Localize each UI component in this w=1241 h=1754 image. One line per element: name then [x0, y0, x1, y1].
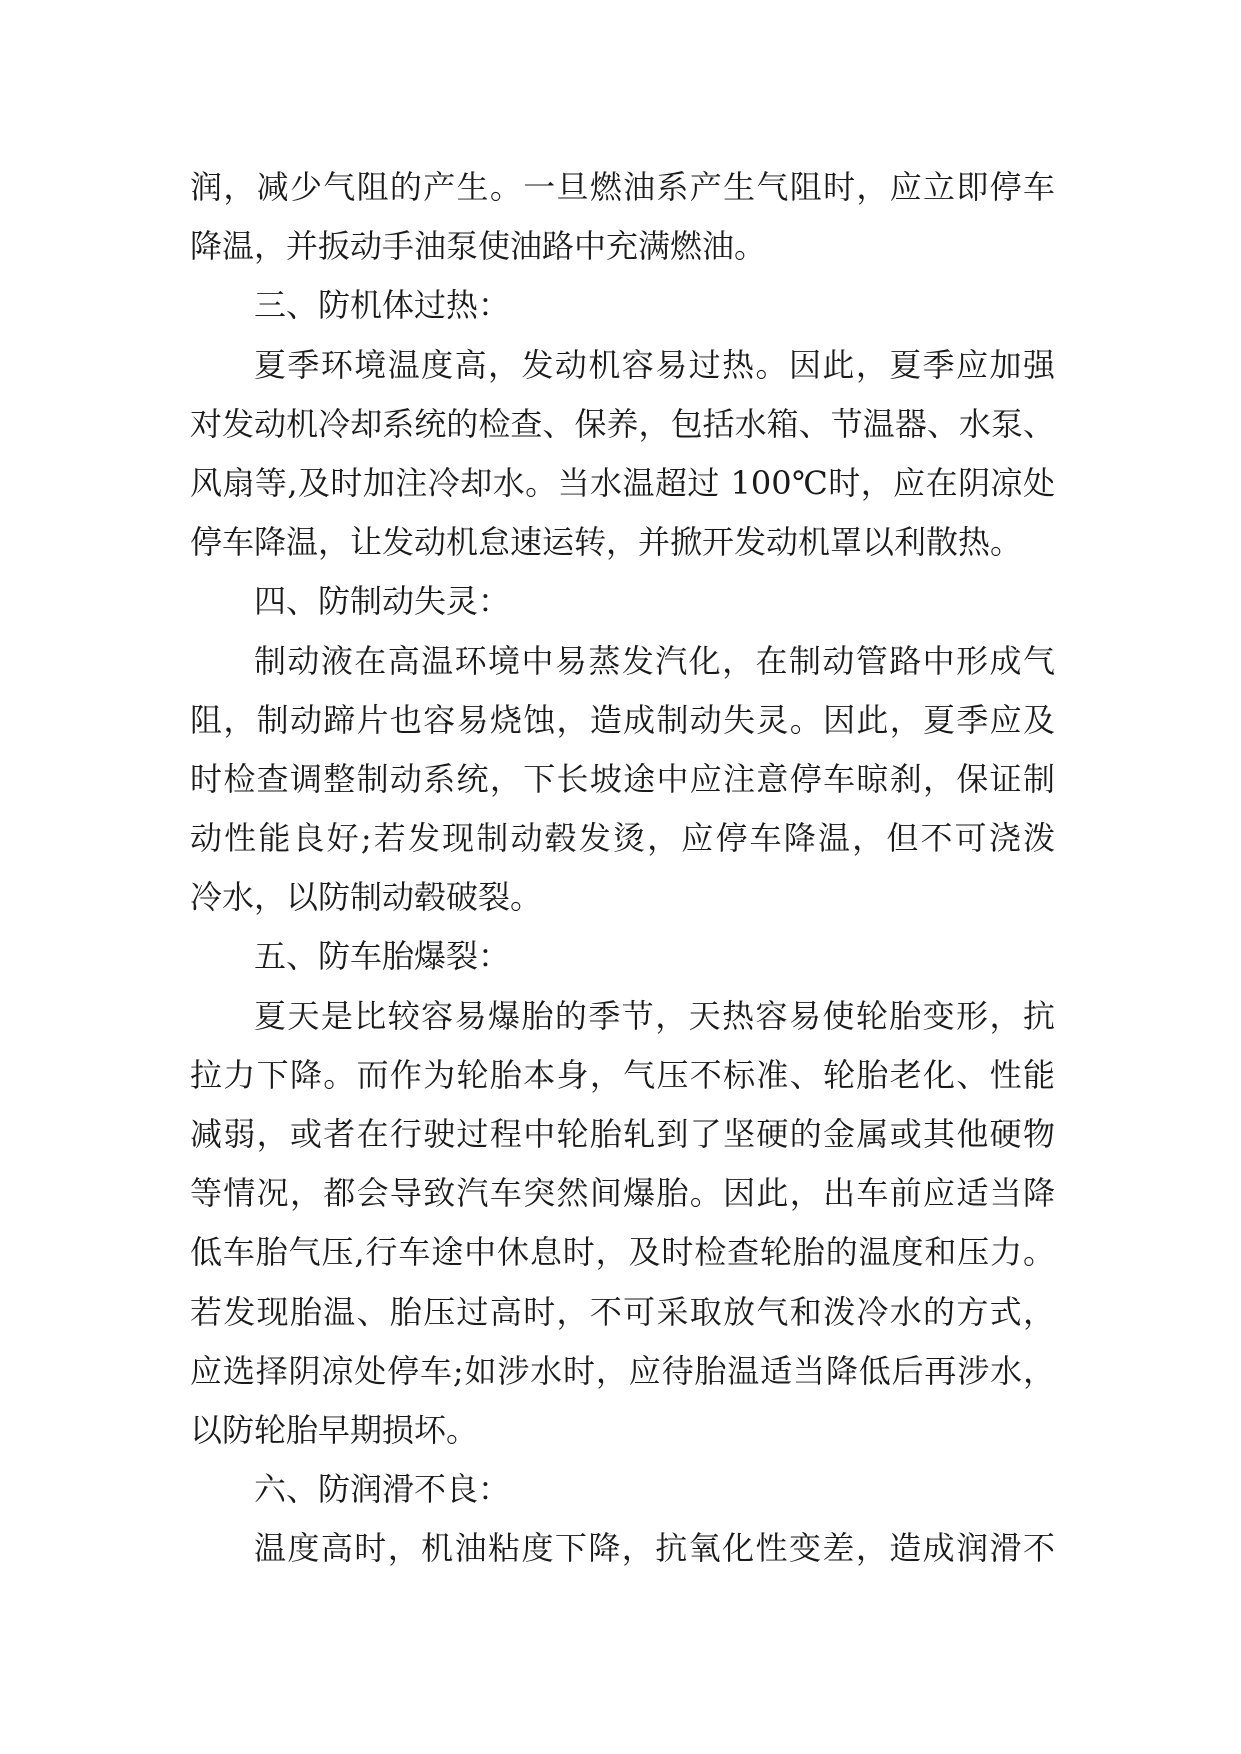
text-line: 时检查调整制动系统，下长坡途中应注意停车晾刹，保证制: [190, 759, 1055, 798]
section-heading: 六、防润滑不良：: [254, 1470, 511, 1509]
text-line: 动性能良好;若发现制动毂发烫，应停车降温，但不可浇泼: [190, 819, 1055, 858]
text-line: 夏季环境温度高，发动机容易过热。因此，夏季应加强: [254, 345, 1055, 384]
text-line: 以防轮胎早期损坏。: [190, 1410, 479, 1449]
text-line: 冷水，以防制动毂破裂。: [190, 878, 543, 917]
text-line: 若发现胎温、胎压过高时，不可采取放气和泼冷水的方式，: [190, 1292, 1055, 1331]
text-line: 拉力下降。而作为轮胎本身，气压不标准、轮胎老化、性能: [190, 1055, 1055, 1094]
section-heading: 五、防车胎爆裂：: [254, 937, 511, 976]
text-line: 减弱，或者在行驶过程中轮胎轧到了坚硬的金属或其他硬物: [190, 1115, 1055, 1153]
text-line: 润，减少气阻的产生。一旦燃油系产生气阻时，应立即停车: [190, 168, 1055, 206]
text-line: 等情况，都会导致汽车突然间爆胎。因此，出车前应适当降: [190, 1174, 1055, 1213]
text-line: 阻，制动蹄片也容易烧蚀，造成制动失灵。因此，夏季应及: [190, 700, 1055, 739]
document-page: [190, 158, 1055, 1579]
text-line: 风扇等,及时加注冷却水。当水温超过 100℃时，应在阴凉处: [190, 463, 1055, 502]
text-line: 应选择阴凉处停车;如涉水时，应待胎温适当降低后再涉水，: [190, 1351, 1055, 1390]
text-line: 温度高时，机油粘度下降，抗氧化性变差，造成润滑不: [254, 1529, 1055, 1568]
section-heading: 四、防制动失灵：: [254, 582, 511, 621]
text-line: 停车降温，让发动机怠速运转，并掀开发动机罩以利散热。: [190, 523, 1023, 562]
text-line: 对发动机冷却系统的检查、保养，包括水箱、节温器、水泵、: [190, 404, 1055, 443]
text-line: 低车胎气压,行车途中休息时，及时检查轮胎的温度和压力。: [190, 1233, 1055, 1272]
text-line: 降温，并扳动手油泵使油路中充满燃油。: [190, 227, 767, 266]
text-line: 制动液在高温环境中易蒸发汽化，在制动管路中形成气: [254, 641, 1055, 680]
text-line: 夏天是比较容易爆胎的季节，天热容易使轮胎变形，抗: [254, 996, 1055, 1035]
section-heading: 三、防机体过热：: [254, 286, 511, 325]
